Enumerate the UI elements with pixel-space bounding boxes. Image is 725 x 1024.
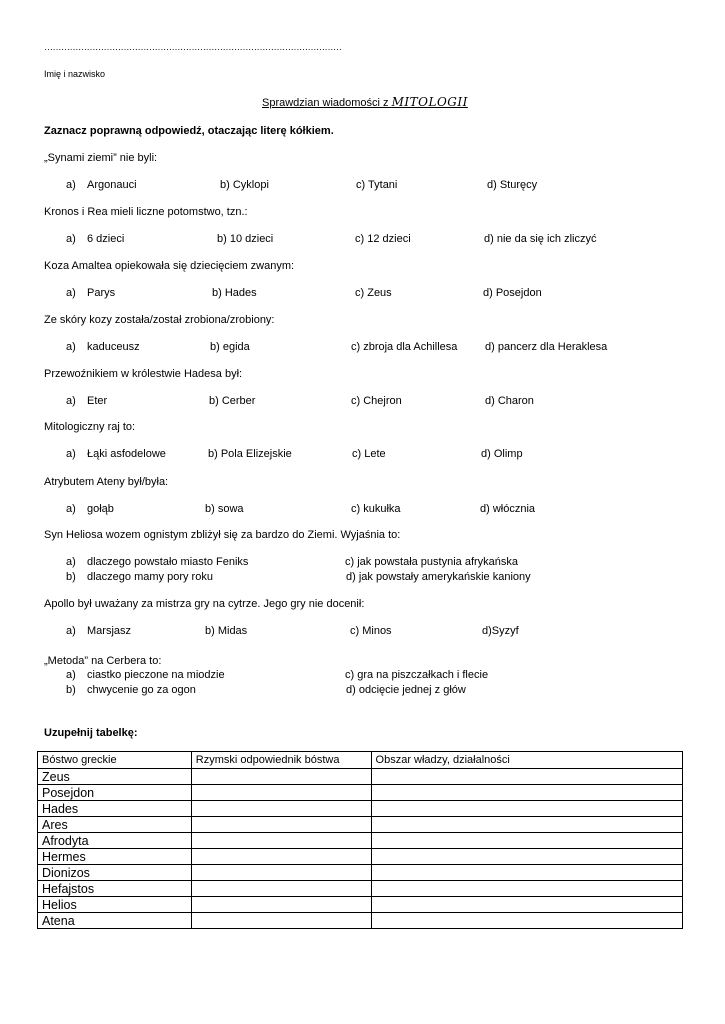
question-text: Syn Heliosa wozem ognistym zbliżył się za bardzo do Ziemi. Wyjaśnia to: <box>44 529 401 541</box>
domain-cell[interactable] <box>371 849 682 865</box>
table-row <box>38 801 683 817</box>
option-c: c) 12 dzieci <box>355 233 411 245</box>
option-b: dlaczego mamy pory roku <box>87 571 213 583</box>
option-a: Parys <box>87 287 116 299</box>
roman-equivalent-cell[interactable] <box>191 785 371 801</box>
option-c: c) Zeus <box>355 287 392 299</box>
table-row <box>38 881 683 897</box>
option-c: c) gra na piszczałkach i flecie <box>345 669 489 681</box>
name-line: …………………………………………………………………………………………… <box>44 42 342 52</box>
column-header-roman: Rzymski odpowiednik bóstwa <box>191 752 371 769</box>
option-b: b) sowa <box>205 503 244 515</box>
option-a-letter: a) <box>66 233 76 245</box>
option-c: c) Minos <box>350 625 392 637</box>
greek-god-cell: Hades <box>38 801 192 817</box>
greek-god-cell: Helios <box>38 897 192 913</box>
option-d: d) Posejdon <box>483 287 542 299</box>
roman-equivalent-cell[interactable] <box>191 849 371 865</box>
title-subject: MITOLOGII <box>391 95 468 109</box>
gods-table <box>37 751 683 929</box>
option-c: c) zbroja dla Achillesa <box>351 341 458 353</box>
option-d: d) włócznia <box>480 503 536 515</box>
column-header-greek: Bóstwo greckie <box>38 752 192 769</box>
table-row <box>38 817 683 833</box>
roman-equivalent-cell[interactable] <box>191 801 371 817</box>
table-row <box>38 865 683 881</box>
option-a-letter: a) <box>66 395 76 407</box>
greek-god-cell: Atena <box>38 913 192 929</box>
table-row <box>38 769 683 785</box>
name-label: Imię i nazwisko <box>44 69 106 79</box>
option-a: Eter <box>87 395 108 407</box>
option-c: c) Tytani <box>356 179 398 191</box>
domain-cell[interactable] <box>371 801 682 817</box>
question-text: Atrybutem Ateny był/była: <box>44 476 169 488</box>
domain-cell[interactable] <box>371 785 682 801</box>
question-text: Ze skóry kozy została/został zrobiona/zrobiony: <box>44 314 275 326</box>
greek-god-cell: Posejdon <box>38 785 192 801</box>
greek-god-cell: Hefajstos <box>38 881 192 897</box>
option-a-letter: a) <box>66 448 76 460</box>
roman-equivalent-cell[interactable] <box>191 817 371 833</box>
option-a: ciastko pieczone na miodzie <box>87 669 225 681</box>
domain-cell[interactable] <box>371 865 682 881</box>
option-a-letter: a) <box>66 556 76 568</box>
greek-god-cell: Zeus <box>38 769 192 785</box>
option-a: 6 dzieci <box>87 233 125 245</box>
option-a-letter: a) <box>66 503 76 515</box>
question-text: „Synami ziemi” nie byli: <box>44 152 158 164</box>
option-a-letter: a) <box>66 625 76 637</box>
domain-cell[interactable] <box>371 913 682 929</box>
option-c: c) Lete <box>352 448 386 460</box>
option-d: d) odcięcie jednej z głów <box>346 684 466 696</box>
domain-cell[interactable] <box>371 833 682 849</box>
option-c: c) kukułka <box>351 503 401 515</box>
greek-god-cell: Dionizos <box>38 865 192 881</box>
option-a: gołąb <box>87 503 114 515</box>
question-text: Kronos i Rea mieli liczne potomstwo, tzn.: <box>44 206 248 218</box>
roman-equivalent-cell[interactable] <box>191 913 371 929</box>
option-b: b) Cyklopi <box>220 179 269 191</box>
option-d: d) Olimp <box>481 448 523 460</box>
domain-cell[interactable] <box>371 897 682 913</box>
roman-equivalent-cell[interactable] <box>191 833 371 849</box>
roman-equivalent-cell[interactable] <box>191 881 371 897</box>
option-a-letter: a) <box>66 341 76 353</box>
option-b: b) 10 dzieci <box>217 233 274 245</box>
column-header-domain: Obszar władzy, działalności <box>371 752 682 769</box>
domain-cell[interactable] <box>371 817 682 833</box>
question-text: Koza Amaltea opiekowała się dziecięciem zwanym: <box>44 260 295 272</box>
table-header-row <box>38 752 683 769</box>
option-c: c) Chejron <box>351 395 402 407</box>
question-text: Apollo był uważany za mistrza gry na cytrze. Jego gry nie docenił: <box>44 598 365 610</box>
table-row <box>38 849 683 865</box>
table-row <box>38 833 683 849</box>
question-text: Mitologiczny raj to: <box>44 421 136 433</box>
table-row <box>38 785 683 801</box>
option-a-letter: a) <box>66 179 76 191</box>
question-text: „Metoda” na Cerbera to: <box>44 655 162 667</box>
domain-cell[interactable] <box>371 769 682 785</box>
option-d: d)Syzyf <box>482 625 519 637</box>
domain-cell[interactable] <box>371 881 682 897</box>
greek-god-cell: Afrodyta <box>38 833 192 849</box>
option-b: b) Pola Elizejskie <box>208 448 292 460</box>
option-d: d) jak powstały amerykańskie kaniony <box>346 571 531 583</box>
question-text: Przewoźnikiem w królestwie Hadesa był: <box>44 368 243 380</box>
option-b: b) Midas <box>205 625 248 637</box>
option-a-letter: a) <box>66 669 76 681</box>
title-prefix: Sprawdzian wiadomości z <box>262 97 392 109</box>
option-c: c) jak powstała pustynia afrykańska <box>345 556 519 568</box>
table-row <box>38 913 683 929</box>
greek-god-cell: Ares <box>38 817 192 833</box>
option-d: d) nie da się ich zliczyć <box>484 233 597 245</box>
instruction: Zaznacz poprawną odpowiedź, otaczając literę kółkiem. <box>44 125 334 137</box>
option-b: b) egida <box>210 341 250 353</box>
option-a: Argonauci <box>87 179 137 191</box>
option-b: chwycenie go za ogon <box>87 684 196 696</box>
option-b: b) Cerber <box>209 395 256 407</box>
roman-equivalent-cell[interactable] <box>191 897 371 913</box>
option-a-letter: a) <box>66 287 76 299</box>
table-heading: Uzupełnij tabelkę: <box>44 727 138 739</box>
option-d: d) Sturęcy <box>487 179 538 191</box>
greek-god-cell: Hermes <box>38 849 192 865</box>
roman-equivalent-cell[interactable] <box>191 865 371 881</box>
option-a: dlaczego powstało miasto Feniks <box>87 556 249 568</box>
option-a: Łąki asfodelowe <box>87 448 166 460</box>
option-b-letter: b) <box>66 571 76 583</box>
option-a: Marsjasz <box>87 625 132 637</box>
option-a: kaduceusz <box>87 341 140 353</box>
option-b: b) Hades <box>212 287 257 299</box>
option-d: d) pancerz dla Heraklesa <box>485 341 608 353</box>
roman-equivalent-cell[interactable] <box>191 769 371 785</box>
option-d: d) Charon <box>485 395 534 407</box>
table-row <box>38 897 683 913</box>
option-b-letter: b) <box>66 684 76 696</box>
page-title <box>262 95 468 109</box>
